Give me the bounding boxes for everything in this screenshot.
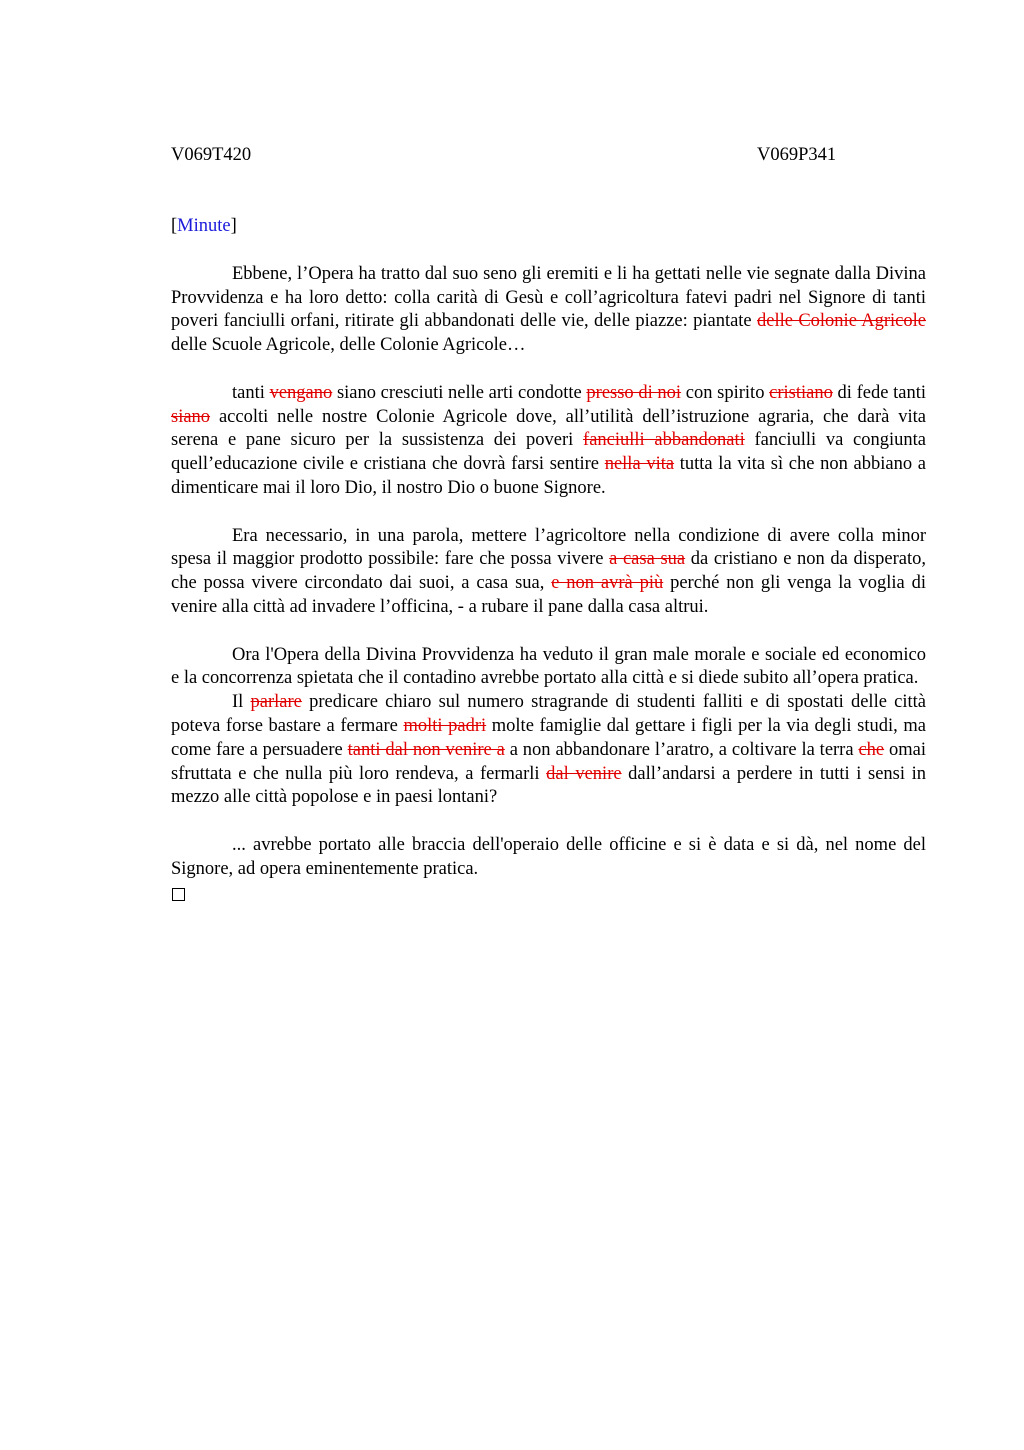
deleted-text: fanciulli abbandonati bbox=[583, 430, 745, 451]
deleted-text: che bbox=[858, 739, 885, 760]
checkbox-icon bbox=[172, 888, 185, 901]
text-segment: a non abbandonare l’aratro, a coltivare la terra bbox=[504, 739, 859, 760]
text-segment: siano cresciuti nelle arti condotte bbox=[332, 382, 587, 403]
text-segment: ... avrebbe portato alle braccia dell'operaio delle officine e si è data e si dà, nel nome del Signore, ad opera eminentemente pratica. bbox=[171, 834, 926, 879]
text-segment: tanti bbox=[232, 382, 270, 403]
page-code-right: V069P341 bbox=[757, 145, 837, 165]
bracket-close: ] bbox=[230, 216, 237, 236]
text-segment: molte famiglie dal gettare i figli per la via degli studi, ma come fare a persuadere bbox=[171, 715, 926, 760]
text-segment: fanciulli va congiunta quell’educazione civile e cristiana che dovrà farsi sentire bbox=[171, 430, 926, 475]
text-segment: con spirito bbox=[681, 382, 770, 403]
document-page bbox=[171, 144, 926, 908]
deleted-text: a casa sua bbox=[609, 549, 686, 570]
bracket-open: [ bbox=[171, 216, 178, 236]
paragraph-5 bbox=[171, 691, 926, 810]
paragraph-6 bbox=[171, 834, 926, 882]
section-label-text: Minute bbox=[177, 216, 231, 236]
deleted-text: nella vita bbox=[604, 454, 675, 475]
deleted-text: e non avrà più bbox=[551, 573, 664, 594]
text-segment: Ora l'Opera della Divina Provvidenza ha veduto il gran male morale e sociale ed economico e la concorrenza spietata che il contadino avrebbe portato alla città e si diede subito all’opera pratica. bbox=[171, 644, 926, 689]
document-header bbox=[171, 144, 926, 168]
deleted-text: molti padri bbox=[403, 715, 487, 736]
document-code-left: V069T420 bbox=[171, 145, 252, 165]
text-segment: tutta la vita sì che non abbiano a dimenticare mai il loro Dio, il nostro Dio o buone Signore. bbox=[171, 454, 926, 498]
paragraph-1 bbox=[171, 263, 926, 358]
body-text bbox=[171, 263, 926, 882]
deleted-text: dal venire bbox=[546, 763, 622, 784]
end-mark bbox=[171, 882, 926, 909]
deleted-text: vengano bbox=[269, 382, 333, 403]
paragraph-4 bbox=[171, 644, 926, 692]
text-segment: delle Scuole Agricole, delle Colonie Agricole… bbox=[171, 335, 526, 356]
text-segment: omai sfruttata e che nulla più loro rendeva, a fermarli bbox=[171, 739, 926, 784]
text-segment: perché non gli venga la voglia di venire alla città ad invadere l’officina, - a rubare il pane dalla casa altrui. bbox=[171, 573, 926, 617]
deleted-text: siano bbox=[171, 406, 211, 427]
deleted-text: presso di noi bbox=[586, 382, 682, 403]
text-segment: Era necessario, in una parola, mettere l’agricoltore nella condizione di avere colla minor spesa il maggior prodotto possibile: fare che possa vivere bbox=[171, 525, 926, 570]
text-segment: di fede tanti bbox=[832, 382, 926, 403]
text-segment: da cristiano e non da disperato, che possa vivere circondato dai suoi, a casa sua, bbox=[171, 549, 926, 594]
text-segment: Ebbene, l’Opera ha tratto dal suo seno gli eremiti e li ha gettati nelle vie segnate dalla Divina Provvidenza e ha loro detto: colla carità di Gesù e coll’agricoltura fatevi padri nel Signore di tanti poveri fanciulli orfani, ritirate gli abbandonati delle vie, delle piazze: piantate bbox=[171, 263, 926, 332]
text-segment: predicare chiaro sul numero stragrande di studenti falliti e di spostati delle città poteva forse bastare a fermare bbox=[171, 692, 926, 736]
deleted-text: delle Colonie Agricole bbox=[757, 311, 926, 332]
deleted-text: cristiano bbox=[769, 382, 833, 403]
text-segment: accolti nelle nostre Colonie Agricole dove, all’utilità dell’istruzione agraria, che darà vita serena e pane sicuro per la sussistenza dei poveri bbox=[171, 406, 926, 451]
deleted-text: parlare bbox=[250, 692, 302, 713]
text-segment: dall’andarsi a perdere in tutti i sensi in mezzo alle città popolose e in paesi lontani? bbox=[171, 763, 926, 808]
text-segment: Il bbox=[232, 692, 251, 713]
deleted-text: tanti dal non venire a bbox=[347, 739, 505, 760]
paragraph-3 bbox=[171, 525, 926, 620]
paragraph-2 bbox=[171, 382, 926, 501]
section-label bbox=[171, 215, 926, 239]
